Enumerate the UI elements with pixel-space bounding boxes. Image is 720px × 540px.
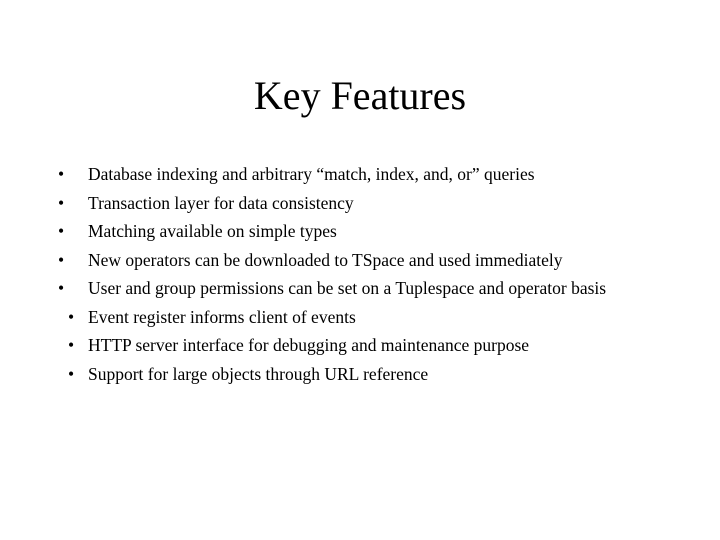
list-item xyxy=(58,189,658,218)
list-item xyxy=(58,274,658,303)
list-item-text: Transaction layer for data consistency xyxy=(88,192,354,213)
bullet-icon: • xyxy=(68,306,75,327)
bullet-icon: • xyxy=(58,192,65,213)
bullet-icon: • xyxy=(58,278,65,298)
slide-title: Key Features xyxy=(253,73,467,118)
list-item xyxy=(58,160,658,189)
bullet-icon: • xyxy=(58,221,65,241)
list-item xyxy=(58,331,658,360)
bullet-icon: • xyxy=(68,335,75,355)
list-item-text: HTTP server interface for debugging and maintenance purpose xyxy=(88,335,530,355)
list-item-text: Support for large objects through URL reference xyxy=(88,363,429,384)
list-item xyxy=(58,303,658,332)
list-item-text: User and group permissions can be set on a Tuplespace and operator basis xyxy=(88,278,607,298)
list-item xyxy=(58,360,658,389)
bullet-icon: • xyxy=(68,363,75,384)
bullet-list xyxy=(58,160,658,388)
bullet-icon: • xyxy=(58,164,65,184)
list-item-text: Database indexing and arbitrary “match, index, and, or” queries xyxy=(88,164,535,184)
list-item-text: Event register informs client of events xyxy=(88,306,356,327)
list-item xyxy=(58,217,658,246)
list-item-text: Matching available on simple types xyxy=(88,221,337,241)
list-item xyxy=(58,246,658,275)
list-item-text: New operators can be downloaded to TSpace and used immediately xyxy=(88,249,563,270)
bullet-icon: • xyxy=(58,249,65,270)
